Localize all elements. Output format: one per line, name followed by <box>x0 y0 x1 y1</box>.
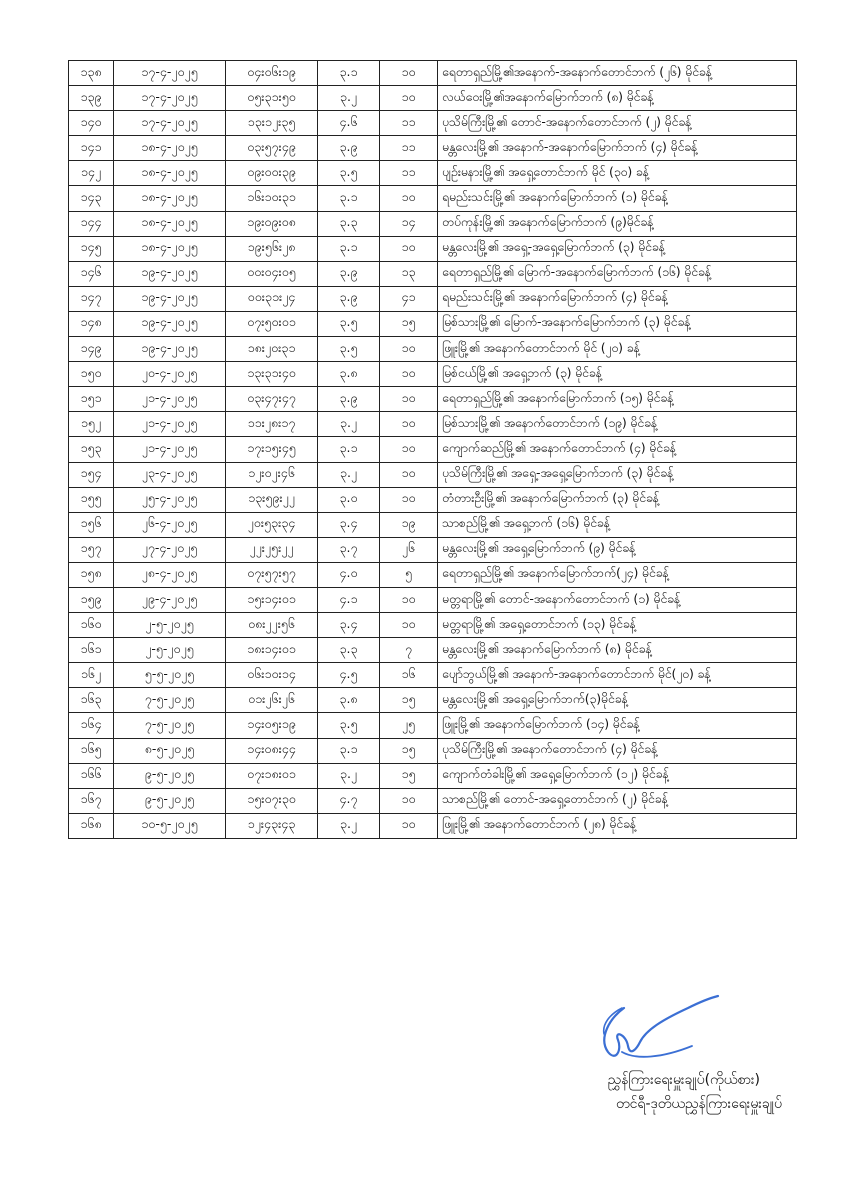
cell-location: မြစ်သားမြို့၏ မြောက်-အနောက်မြောက်ဘက် (၃) မိုင်ခန့် <box>438 311 797 336</box>
cell-magnitude: ၄.၆ <box>318 111 380 136</box>
table-row <box>69 738 797 763</box>
cell-date: ၁၇-၄-၂၀၂၅ <box>114 111 226 136</box>
cell-magnitude: ၄.၇ <box>318 788 380 813</box>
table-row <box>69 763 797 788</box>
table-row <box>69 487 797 512</box>
cell-location: တံတားဦးမြို့၏ အနောက်မြောက်ဘက် (၃) မိုင်ခန့် <box>438 487 797 512</box>
cell-date: ၁၈-၄-၂၀၂၅ <box>114 136 226 161</box>
cell-magnitude: ၃.၄ <box>318 512 380 537</box>
cell-time: ၁၉း၀၉း၀၈ <box>226 211 318 236</box>
table-row <box>69 412 797 437</box>
cell-time: ၁၅း၀၇း၃၀ <box>226 788 318 813</box>
cell-time: ၀၃း၅၇း၄၉ <box>226 136 318 161</box>
cell-magnitude: ၃.၄ <box>318 613 380 638</box>
cell-date: ၂၃-၄-၂၀၂၅ <box>114 462 226 487</box>
cell-depth: ၁၁ <box>380 136 438 161</box>
cell-number: ၁၅၈ <box>69 562 114 587</box>
cell-location: ရမည်းသင်းမြို့၏ အနောက်မြောက်ဘက် (၄) မိုင်ခန့် <box>438 286 797 311</box>
table-row <box>69 512 797 537</box>
cell-date: ၁၉-၄-၂၀၂၅ <box>114 261 226 286</box>
cell-magnitude: ၃.၉ <box>318 261 380 286</box>
cell-location: မတ္တရာမြို့၏ တောင်-အနောက်တောင်ဘက် (၁) မိုင်ခန့် <box>438 587 797 612</box>
cell-depth: ၁၀ <box>380 613 438 638</box>
table-row <box>69 161 797 186</box>
cell-number: ၁၃၉ <box>69 86 114 111</box>
cell-time: ၁၆း၁၀း၃၁ <box>226 186 318 211</box>
cell-depth: ၁၅ <box>380 311 438 336</box>
signatory-title: ညွှန်ကြားရေးမှူးချုပ်(ကိုယ်စား) <box>607 1072 760 1088</box>
cell-depth: ၁၀ <box>380 86 438 111</box>
cell-magnitude: ၃.၈ <box>318 362 380 387</box>
cell-date: ၂၁-၄-၂၀၂၅ <box>114 387 226 412</box>
cell-location: မန္တလေးမြို့၏ အရှေ့မြောက်ဘက်(၃)မိုင်ခန့် <box>438 688 797 713</box>
table-row <box>69 663 797 688</box>
cell-depth: ၁၀ <box>380 788 438 813</box>
cell-time: ၀၇း၁၈း၀၁ <box>226 763 318 788</box>
cell-date: ၉-၅-၂၀၂၅ <box>114 763 226 788</box>
cell-depth: ၁၀ <box>380 337 438 362</box>
cell-depth: ၁၀ <box>380 587 438 612</box>
cell-depth: ၁၀ <box>380 813 438 838</box>
cell-location: မန္တလေးမြို့၏ အရှေ့-အရှေ့မြောက်ဘက် (၃) မိုင်ခန့် <box>438 236 797 261</box>
cell-location: ရေတာရှည်မြို့၏ အနောက်မြောက်ဘက် (၁၅) မိုင်ခန့် <box>438 387 797 412</box>
cell-magnitude: ၃.၃ <box>318 211 380 236</box>
cell-date: ၁၉-၄-၂၀၂၅ <box>114 337 226 362</box>
cell-magnitude: ၄.၀ <box>318 562 380 587</box>
cell-number: ၁၆၅ <box>69 738 114 763</box>
cell-number: ၁၃၈ <box>69 61 114 86</box>
cell-date: ၁၈-၄-၂၀၂၅ <box>114 186 226 211</box>
cell-number: ၁၅၃ <box>69 437 114 462</box>
cell-magnitude: ၃.၂ <box>318 86 380 111</box>
cell-number: ၁၅၁ <box>69 387 114 412</box>
cell-depth: ၁၀ <box>380 412 438 437</box>
cell-number: ၁၆၆ <box>69 763 114 788</box>
cell-location: ပုသိမ်ကြီးမြို့၏ အရှေ့-အရှေ့မြောက်ဘက် (၃) မိုင်ခန့် <box>438 462 797 487</box>
handwritten-signature <box>592 990 722 1070</box>
cell-date: ၁၉-၄-၂၀၂၅ <box>114 311 226 336</box>
cell-number: ၁၅၉ <box>69 587 114 612</box>
cell-time: ၁၉း၅၆း၂၈ <box>226 236 318 261</box>
cell-date: ၁၀-၅-၂၀၂၅ <box>114 813 226 838</box>
signature-block <box>470 1068 800 1116</box>
cell-magnitude: ၃.၇ <box>318 537 380 562</box>
cell-depth: ၁၀ <box>380 236 438 261</box>
cell-date: ၈-၅-၂၀၂၅ <box>114 738 226 763</box>
cell-magnitude: ၃.၁ <box>318 61 380 86</box>
table-row <box>69 286 797 311</box>
cell-number: ၁၅၀ <box>69 362 114 387</box>
cell-number: ၁၆၁ <box>69 638 114 663</box>
table-row <box>69 86 797 111</box>
cell-date: ၅-၅-၂၀၂၅ <box>114 663 226 688</box>
earthquake-table <box>68 60 797 839</box>
cell-magnitude: ၃.၂ <box>318 412 380 437</box>
cell-number: ၁၅၂ <box>69 412 114 437</box>
cell-time: ၁၄း၀၈း၄၄ <box>226 738 318 763</box>
cell-date: ၇-၅-၂၀၂၅ <box>114 713 226 738</box>
cell-number: ၁၅၇ <box>69 537 114 562</box>
cell-location: ပုသိမ်ကြီးမြို့၏ တောင်-အနောက်တောင်ဘက် (၂) မိုင်ခန့် <box>438 111 797 136</box>
cell-location: ပုသိမ်ကြီးမြို့၏ အနောက်တောင်ဘက် (၄) မိုင်ခန့် <box>438 738 797 763</box>
cell-number: ၁၄၈ <box>69 311 114 336</box>
cell-number: ၁၆၄ <box>69 713 114 738</box>
cell-location: ဖြူးမြို့၏ အနောက်တောင်ဘက် မိုင် (၂၀) ခန့် <box>438 337 797 362</box>
table-row <box>69 387 797 412</box>
cell-location: သာစည်မြို့၏ အရှေ့ဘက် (၁၆) မိုင်ခန့် <box>438 512 797 537</box>
table-row <box>69 236 797 261</box>
cell-number: ၁၅၆ <box>69 512 114 537</box>
cell-depth: ၁၀ <box>380 462 438 487</box>
cell-magnitude: ၄.၁ <box>318 587 380 612</box>
cell-time: ၀၃း၄၇း၄၇ <box>226 387 318 412</box>
cell-magnitude: ၃.၁ <box>318 437 380 462</box>
table-row <box>69 437 797 462</box>
table-row <box>69 61 797 86</box>
cell-depth: ၁၀ <box>380 362 438 387</box>
cell-location: ရေတာရှည်မြို့၏ အနောက်မြောက်ဘက်(၂၄) မိုင်ခန့် <box>438 562 797 587</box>
cell-depth: ၁၀ <box>380 61 438 86</box>
cell-location: တပ်ကုန်းမြို့၏ အနောက်မြောက်ဘက် (၉)မိုင်ခန့် <box>438 211 797 236</box>
cell-date: ၁၉-၄-၂၀၂၅ <box>114 286 226 311</box>
cell-date: ၂၁-၄-၂၀၂၅ <box>114 412 226 437</box>
cell-number: ၁၆၀ <box>69 613 114 638</box>
cell-number: ၁၄၀ <box>69 111 114 136</box>
cell-time: ၀၈း၂၂း၅၆ <box>226 613 318 638</box>
cell-depth: ၁၀ <box>380 186 438 211</box>
cell-date: ၁၈-၄-၂၀၂၅ <box>114 211 226 236</box>
cell-time: ၁၂း၀၂း၄၆ <box>226 462 318 487</box>
cell-location: ဖြူးမြို့၏ အနောက်တောင်ဘက် (၂၈) မိုင်ခန့် <box>438 813 797 838</box>
cell-magnitude: ၃.၅ <box>318 713 380 738</box>
cell-time: ၁၈း၁၄း၀၁ <box>226 638 318 663</box>
cell-date: ၉-၅-၂၀၂၅ <box>114 788 226 813</box>
cell-time: ၂၀း၅၃း၃၄ <box>226 512 318 537</box>
cell-depth: ၄၁ <box>380 286 438 311</box>
table-row <box>69 562 797 587</box>
table-row <box>69 186 797 211</box>
table-row <box>69 788 797 813</box>
cell-depth: ၁၀ <box>380 487 438 512</box>
cell-number: ၁၆၂ <box>69 663 114 688</box>
cell-magnitude: ၄.၅ <box>318 663 380 688</box>
cell-location: ရေတာရှည်မြို့၏ မြောက်-အနောက်မြောက်ဘက် (၁၆) မိုင်ခန့် <box>438 261 797 286</box>
cell-time: ၁၇း၁၅း၄၅ <box>226 437 318 462</box>
cell-magnitude: ၃.၂ <box>318 462 380 487</box>
cell-location: မြစ်ငယ်မြို့၏ အရှေ့ဘက် (၃) မိုင်ခန့် <box>438 362 797 387</box>
table-body <box>69 61 797 839</box>
cell-location: မန္တလေးမြို့၏ အနောက်မြောက်ဘက် (၈) မိုင်ခန့် <box>438 638 797 663</box>
cell-time: ၁၄း၀၅း၁၉ <box>226 713 318 738</box>
cell-number: ၁၄၇ <box>69 286 114 311</box>
cell-magnitude: ၃.၃ <box>318 638 380 663</box>
cell-depth: ၁၅ <box>380 738 438 763</box>
cell-date: ၂-၅-၂၀၂၅ <box>114 613 226 638</box>
cell-location: ရမည်းသင်းမြို့၏ အနောက်မြောက်ဘက် (၁) မိုင်ခန့် <box>438 186 797 211</box>
cell-date: ၂၁-၄-၂၀၂၅ <box>114 437 226 462</box>
table-row <box>69 713 797 738</box>
cell-time: ၁၃း၃၁း၄၀ <box>226 362 318 387</box>
cell-time: ၁၃း၅၉း၂၂ <box>226 487 318 512</box>
cell-time: ၀၀း၀၄း၀၅ <box>226 261 318 286</box>
cell-depth: ၁၁ <box>380 111 438 136</box>
cell-number: ၁၄၅ <box>69 236 114 261</box>
cell-date: ၁၈-၄-၂၀၂၅ <box>114 236 226 261</box>
cell-location: သာစည်မြို့၏ တောင်-အရှေ့တောင်ဘက် (၂) မိုင်ခန့် <box>438 788 797 813</box>
cell-date: ၁၇-၄-၂၀၂၅ <box>114 61 226 86</box>
cell-date: ၂၉-၄-၂၀၂၅ <box>114 587 226 612</box>
cell-date: ၁၇-၄-၂၀၂၅ <box>114 86 226 111</box>
cell-number: ၁၄၁ <box>69 136 114 161</box>
cell-depth: ၁၅ <box>380 763 438 788</box>
cell-depth: ၁၅ <box>380 688 438 713</box>
cell-time: ၁၅း၁၄း၀၁ <box>226 587 318 612</box>
cell-depth: ၂၆ <box>380 537 438 562</box>
cell-number: ၁၅၅ <box>69 487 114 512</box>
table-row <box>69 688 797 713</box>
cell-location: ဖြူးမြို့၏ အနောက်မြောက်ဘက် (၁၄) မိုင်ခန့် <box>438 713 797 738</box>
cell-depth: ၁၀ <box>380 387 438 412</box>
cell-location: မန္တလေးမြို့၏ အနောက်-အနောက်မြောက်ဘက် (၄) မိုင်ခန့် <box>438 136 797 161</box>
cell-time: ၀၀း၃၁း၂၄ <box>226 286 318 311</box>
cell-location: မန္တလေးမြို့၏ အရှေ့မြောက်ဘက် (၉) မိုင်ခန့် <box>438 537 797 562</box>
table-row <box>69 136 797 161</box>
cell-magnitude: ၃.၅ <box>318 337 380 362</box>
table-row <box>69 638 797 663</box>
cell-magnitude: ၃.၁ <box>318 236 380 261</box>
cell-magnitude: ၃.၀ <box>318 487 380 512</box>
cell-magnitude: ၃.၅ <box>318 161 380 186</box>
cell-time: ၀၇း၅၀း၀၁ <box>226 311 318 336</box>
cell-date: ၂၈-၄-၂၀၂၅ <box>114 562 226 587</box>
cell-magnitude: ၃.၁ <box>318 738 380 763</box>
table-row <box>69 337 797 362</box>
cell-depth: ၁၀ <box>380 437 438 462</box>
cell-location: ပျော်ဘွယ်မြို့၏ အနောက်-အနောက်တောင်ဘက် မိုင်(၂၀) ခန့် <box>438 663 797 688</box>
cell-number: ၁၄၉ <box>69 337 114 362</box>
table-row <box>69 261 797 286</box>
cell-date: ၂-၅-၂၀၂၅ <box>114 638 226 663</box>
cell-depth: ၅ <box>380 562 438 587</box>
cell-time: ၀၄း၀၆း၁၉ <box>226 61 318 86</box>
cell-time: ၀၇း၅၇း၅၇ <box>226 562 318 587</box>
cell-magnitude: ၃.၉ <box>318 387 380 412</box>
cell-number: ၁၄၆ <box>69 261 114 286</box>
table-row <box>69 311 797 336</box>
cell-depth: ၁၆ <box>380 663 438 688</box>
cell-depth: ၁၄ <box>380 211 438 236</box>
table-row <box>69 537 797 562</box>
cell-time: ၁၃း၁၂း၃၅ <box>226 111 318 136</box>
cell-depth: ၁၁ <box>380 161 438 186</box>
cell-magnitude: ၃.၉ <box>318 286 380 311</box>
cell-magnitude: ၃.၅ <box>318 311 380 336</box>
cell-magnitude: ၃.၉ <box>318 136 380 161</box>
table-row <box>69 111 797 136</box>
cell-time: ၀၅း၃၁း၅၀ <box>226 86 318 111</box>
cell-location: လယ်ဝေးမြို့၏အနောက်မြောက်ဘက် (၈) မိုင်ခန့် <box>438 86 797 111</box>
cell-time: ၁၂း၄၃း၄၃ <box>226 813 318 838</box>
cell-time: ၀၁း၂၆း၂၆ <box>226 688 318 713</box>
cell-date: ၂၅-၄-၂၀၂၅ <box>114 487 226 512</box>
cell-date: ၁၈-၄-၂၀၂၅ <box>114 161 226 186</box>
cell-date: ၂၆-၄-၂၀၂၅ <box>114 512 226 537</box>
cell-number: ၁၄၄ <box>69 211 114 236</box>
cell-magnitude: ၃.၈ <box>318 688 380 713</box>
cell-date: ၂၀-၄-၂၀၂၅ <box>114 362 226 387</box>
cell-location: မြစ်သားမြို့၏ အနောက်တောင်ဘက် (၁၉) မိုင်ခန့် <box>438 412 797 437</box>
table-row <box>69 813 797 838</box>
table-row <box>69 613 797 638</box>
table-row <box>69 362 797 387</box>
cell-number: ၁၄၂ <box>69 161 114 186</box>
cell-number: ၁၆၈ <box>69 813 114 838</box>
cell-time: ၂၂း၂၅း၂၂ <box>226 537 318 562</box>
cell-number: ၁၆၃ <box>69 688 114 713</box>
cell-number: ၁၅၄ <box>69 462 114 487</box>
cell-depth: ၇ <box>380 638 438 663</box>
cell-location: ရေတာရှည်မြို့၏အနောက်-အနောက်တောင်ဘက် (၂၆) မိုင်ခန့် <box>438 61 797 86</box>
cell-date: ၂၇-၄-၂၀၂၅ <box>114 537 226 562</box>
cell-location: ပျဉ်းမနားမြို့၏ အရှေ့တောင်ဘက် မိုင် (၃၀) ခန့် <box>438 161 797 186</box>
cell-depth: ၁၃ <box>380 261 438 286</box>
cell-location: မတ္တရာမြို့၏ အရှေ့တောင်ဘက် (၁၃) မိုင်ခန့် <box>438 613 797 638</box>
cell-depth: ၁၉ <box>380 512 438 537</box>
cell-time: ၁၈း၂၀း၃၁ <box>226 337 318 362</box>
table-row <box>69 462 797 487</box>
cell-location: ကျောက်တံခါးမြို့၏ အရှေ့မြောက်ဘက် (၁၂) မိုင်ခန့် <box>438 763 797 788</box>
cell-number: ၁၄၃ <box>69 186 114 211</box>
cell-magnitude: ၃.၂ <box>318 813 380 838</box>
cell-time: ၁၁း၂၈း၁၇ <box>226 412 318 437</box>
signatory-name: တင်ရီ-ဒုတိယညွှန်ကြားရေးမှူးချုပ် <box>616 1096 782 1112</box>
cell-magnitude: ၃.၂ <box>318 763 380 788</box>
cell-magnitude: ၃.၁ <box>318 186 380 211</box>
cell-number: ၁၆၇ <box>69 788 114 813</box>
table-row <box>69 587 797 612</box>
cell-time: ၀၉း၀၀း၃၉ <box>226 161 318 186</box>
cell-location: ကျောက်ဆည်မြို့၏ အနောက်တောင်ဘက် (၄) မိုင်ခန့် <box>438 437 797 462</box>
cell-date: ၇-၅-၂၀၂၅ <box>114 688 226 713</box>
cell-time: ၀၆း၁၀း၁၄ <box>226 663 318 688</box>
table-row <box>69 211 797 236</box>
cell-depth: ၂၅ <box>380 713 438 738</box>
